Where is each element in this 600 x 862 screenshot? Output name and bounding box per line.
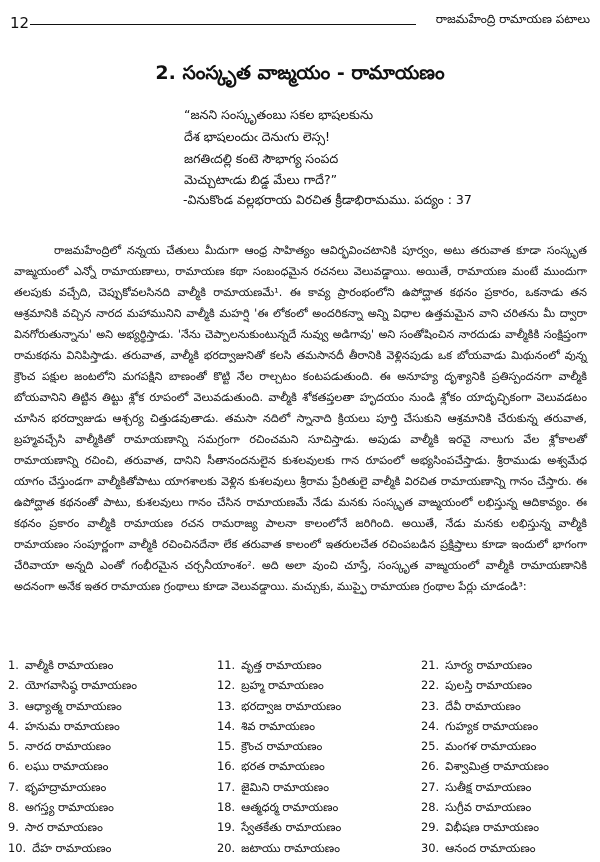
list-item — [421, 739, 549, 759]
list-item — [217, 780, 341, 800]
page-header — [6, 10, 594, 38]
list-column-2 — [217, 658, 341, 861]
list-item-name: స్వేతకేతు రామాయణం — [241, 820, 342, 835]
list-item — [217, 658, 341, 678]
list-item-name: వాల్మీకి రామాయణం — [24, 658, 114, 672]
poem-line: “జనని సంస్కృతంబు సకల భాషలకును — [184, 107, 374, 122]
list-item-number: 18. — [217, 800, 236, 815]
list-item-name: జటాయు రామాయణం — [241, 840, 340, 855]
list-item-number: 16. — [217, 759, 236, 774]
list-item-name: ఆనంద రామాయణం — [445, 840, 536, 855]
list-item-name: మంగళ రామాయణం — [445, 739, 537, 754]
list-item-number: 10. — [8, 840, 27, 855]
list-item-number: 27. — [421, 779, 440, 794]
list-item — [8, 800, 137, 820]
list-item-number: 15. — [217, 739, 236, 754]
list-item-number: 24. — [421, 718, 440, 733]
list-item-name: భరత రామాయణం — [241, 759, 325, 774]
list-item-name: నారద రామాయణం — [24, 739, 111, 754]
list-item-name: దేహ రామాయణం — [32, 840, 112, 855]
list-item — [8, 841, 137, 861]
list-item-name: భరద్వాజ రామాయణం — [241, 698, 342, 713]
list-item-number: 19. — [217, 820, 236, 835]
list-item — [8, 699, 137, 719]
poem-line: దేశ భాషలందుఁ దెనుఁగు లెస్స! — [184, 128, 331, 144]
body-paragraph: రాజమహేంద్రిలో నన్నయ చేతులు మీదుగా ఆంధ్ర సాహిత్యం ఆవిర్భవించటానికి పూర్వం, అటు తరువాత కూడా సంస్కృత వాఙ్మయంలో ఎన్నో రామాయణాలు, రామాయణ కథా సంబంధమైన రచనలు వెలువడ్డాయి. అయితే, రామాయణ మంటే ముందుగా తలపుకు వచ్చేది, చెప్పుకోవలసినది వాల్మీకి రామాయణమే¹. ఈ కావ్య ప్రారంభంలోని ఉపోద్ఘాత కథనం ప్రకారం, ఒకనాడు తన ఆశ్రమానికి వచ్చిన నారద మహామునిని వాల్మీకి మహర్షి 'ఈ లోకంలో అందరికన్నా అన్ని విధాల ఉత్తమమైన వాని చరితను మీ ద్వారా వినగోరుతున్నాను' అని అభ్యర్థిస్తాడు. 'నేను చెప్పాలనుకుంటున్నదే నువ్వు అడిగావు' అని సంతోషించిన నారదుడు వాల్మీకికి సంక్షిప్తంగా రామకథను వినిపిస్తాడు. తరువాత, వాల్మీకి భరద్వాజునితో కలసి తమసానదీ తీరానికి వెళ్లినపుడు ఒక బోయవాడు మిథునంలో వున్న క్రౌంచ పక్షుల జంటలోని మగపక్షిని బాణంతో కొట్టి నేల రాల్చటం కంటపడుతుంది. ఈ అనూహ్య దృశ్యానికి ప్రతిస్పందనగా వాల్మీకి బోయవానిని తిట్టిన తిట్టు శ్లోక రూపంలో వెలువడుతుంది. వాల్మీకి శోకతప్తలతా హృదయం నుండి శ్లోకం యాదృచ్ఛికంగా వెలువడటం చూసిన భరద్వాజుడు ఆశ్చర్య చిత్తుడవుతాడు. తమసా నదిలో స్నానాది క్రియలు పూర్తి చేసుకుని ఆశ్రమానికి చేరుకున్న తరువాత, బ్రహ్మవచ్చేసి వాల్మీకితో రామాయణాన్ని సమగ్రంగా రచించమని సూచిస్తాడు. అపుడు వాల్మీకి ఇరవై నాలుగు వేల శ్లోకాలతో రామాయణాన్ని రచించి, తరువాత, దానిని సీతానందనులైన కుశలవులకు గాన రూపంలో అభ్యసింపచేస్తాడు. శ్రీరాముడు అశ్వమేధ యాగం చేస్తుండగా వాల్మీకితోపాటు యాగశాలకు వెళ్లిన కుశలవులు శ్రీరామ ప్రేరితులై వాల్మీకి విరచిత రామాయణాన్ని గానం చేస్తారు. ఈ ఉపోద్ఘాత కథనంతో పాటు, కుశలవులు గానం చేసిన రామాయణమే నేడు మనకు సంస్కృత వాఙ్మయంలో లభిస్తున్న ఆదికావ్యం. ఈ కథనం ప్రకారం వాల్మీకి రామాయణ రచన రామరాజ్య పాలనా కాలంలోనే జరిగింది. అయితే, నేడు మనకు లభిస్తున్న వాల్మీకి రామాయణం సంపూర్ణంగా వాల్మీకి రచించినదేనా లేక తరువాత కాలంలో ఇతరులచేత రచింపబడిన ప్రక్షిప్తాలు కూడా ఇందులో భాగంగా చేరివాయా అన్నది ఎంతో గంభీరమైన చర్చనీయాంశం². అది అలా వుంచి చూస్తే, సంస్కృత వాఙ్మయంలో వాల్మీకి రామాయణానికి అదనంగా అనేక ఇతర రామాయణ గ్రంథాలు కూడా వెలువడ్డాయి. మచ్చుకు, ముప్ఫై రామాయణ గ్రంథాల పేర్లు చూడండి³: — [14, 244, 587, 593]
list-column-3 — [421, 658, 549, 861]
list-item-number: 30. — [421, 840, 440, 855]
list-item — [8, 658, 137, 678]
list-item-number: 12. — [217, 678, 236, 693]
list-item-name: యోగవాసిష్ఠ రామాయణం — [24, 678, 138, 693]
list-item-name: వృత్త రామాయణం — [241, 658, 322, 672]
list-item-number: 1. — [8, 658, 19, 672]
list-item-number: 29. — [421, 820, 440, 835]
list-item-number: 5. — [8, 739, 19, 754]
list-column-1 — [8, 658, 137, 861]
list-item-number: 6. — [8, 759, 19, 774]
list-item-number: 4. — [8, 718, 19, 733]
list-item — [8, 719, 137, 739]
epigraph-poem — [184, 104, 373, 191]
list-item — [421, 678, 549, 698]
poem-line: మెచ్చుటాఁడు బిడ్డ మేలు గాదే?” — [184, 172, 338, 188]
list-item-number: 8. — [8, 800, 19, 815]
list-item-name: ఆత్మధర్మ రామాయణం — [241, 800, 339, 815]
list-item-name: క్రౌంచ రామాయణం — [241, 739, 323, 754]
list-item-name: జైమిని రామాయణం — [241, 779, 329, 794]
list-item-name: గుహ్యక రామాయణం — [445, 718, 539, 733]
list-item — [217, 759, 341, 779]
list-item — [217, 719, 341, 739]
list-item — [8, 739, 137, 759]
list-item-name: సార రామాయణం — [24, 820, 103, 835]
list-item-number: 28. — [421, 800, 440, 815]
list-item-number: 9. — [8, 820, 19, 835]
list-item-name: భృహద్రామాయణం — [24, 779, 107, 794]
list-item — [8, 678, 137, 698]
poem-attribution: -వినుకొండ వల్లభరాయ విరచిత క్రీడాభిరామము. పద్యం : 37 — [183, 192, 472, 207]
list-item — [421, 800, 549, 820]
list-item — [217, 739, 341, 759]
list-item — [8, 780, 137, 800]
list-item-name: సూర్య రామాయణం — [445, 658, 533, 672]
list-item — [421, 841, 549, 861]
list-item — [8, 759, 137, 779]
list-item — [421, 719, 549, 739]
list-item-number: 2. — [8, 678, 19, 693]
list-item — [421, 658, 549, 678]
list-item-name: హనుమ రామాయణం — [24, 718, 120, 733]
list-item — [217, 841, 341, 861]
list-item-name: దేవీ రామాయణం — [445, 698, 521, 713]
list-item — [217, 699, 341, 719]
list-item-number: 21. — [421, 658, 440, 672]
list-item — [217, 800, 341, 820]
list-item-number: 26. — [421, 759, 440, 774]
chapter-title: 2. సంస్కృత వాఙ్మయం - రామాయణం — [155, 62, 445, 84]
list-item-number: 20. — [217, 840, 236, 855]
list-item — [217, 678, 341, 698]
list-item — [421, 759, 549, 779]
list-item-name: విశ్వామిత్ర రామాయణం — [445, 759, 549, 774]
list-item-name: బ్రహ్మ రామాయణం — [241, 678, 324, 693]
poem-line: జగతిఁదల్లి కంటె సౌభాగ్య సంపద — [184, 150, 339, 166]
list-item — [421, 820, 549, 840]
header-rule — [30, 24, 416, 25]
list-item-name: పులస్తి రామాయణం — [445, 678, 533, 693]
list-item — [8, 820, 137, 840]
list-item-number: 7. — [8, 779, 19, 794]
list-item-number: 14. — [217, 718, 236, 733]
list-item-number: 13. — [217, 698, 236, 713]
list-item-name: సుతీక్ష రామాయణం — [445, 779, 532, 794]
list-item-number: 17. — [217, 779, 236, 794]
running-title: రాజమహేంద్రి రామాయణ పటాలు — [435, 12, 590, 26]
list-item-number: 11. — [217, 658, 236, 672]
list-item — [421, 699, 549, 719]
list-item-name: ఆధ్యాత్మ రామాయణం — [24, 698, 122, 713]
list-item — [421, 780, 549, 800]
list-item-name: శివ రామాయణం — [241, 718, 315, 733]
list-item-name: సుగ్రీవ రామాయణం — [445, 800, 532, 815]
list-item-number: 25. — [421, 739, 440, 754]
list-item-number: 3. — [8, 698, 19, 713]
list-item-number: 22. — [421, 678, 440, 693]
list-item-name: అగస్త్య రామాయణం — [24, 800, 114, 815]
list-item-name: లఘు రామాయణం — [24, 759, 109, 774]
list-item — [217, 820, 341, 840]
list-item-number: 23. — [421, 698, 440, 713]
list-item-name: విభీషణ రామాయణం — [445, 820, 540, 835]
page-number: 12 — [10, 14, 30, 32]
